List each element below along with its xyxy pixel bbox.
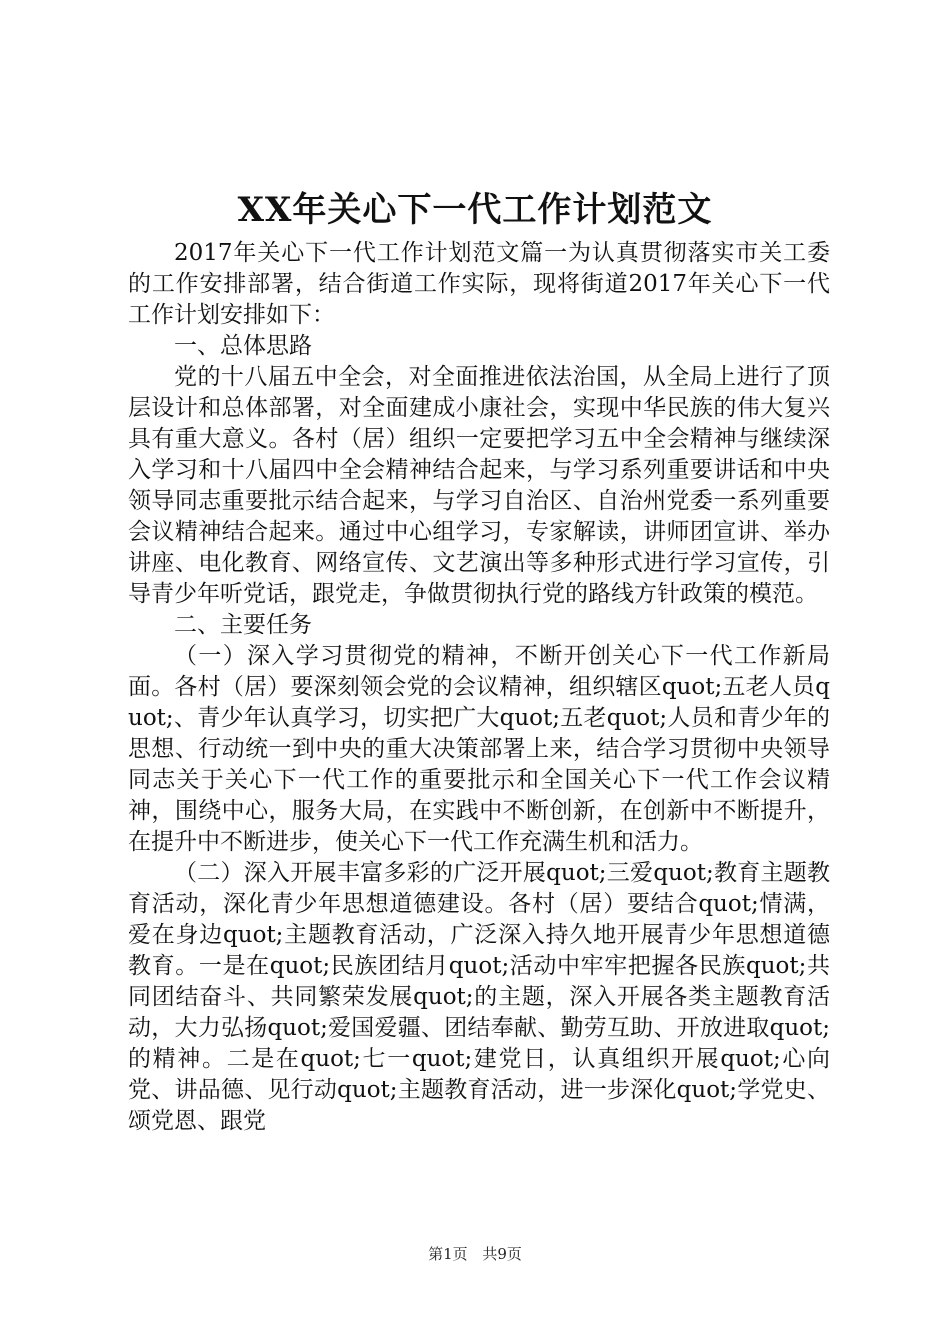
document-title: XX年关心下一代工作计划范文 [237,190,713,230]
paragraph-overall-approach: 党的十八届五中全会，对全面推进依法治国，从全局上进行了顶层设计和总体部署，对全面建成小康社会，实现中华民族的伟大复兴具有重大意义。各村（居）组织一定要把学习五中全会精神与继续深入学习和十八届四中全会精神结合起来，与学习系列重要讲话和中央领导同志重要批示结合起来，与学习自治区、自治州党委一系列重要会议精神结合起来。通过中心组学习，专家解读，讲师团宣讲、举办讲座、电化教育、网络宣传、文艺演出等多种形式进行学习宣传，引导青少年听党话，跟党走，争做贯彻执行党的路线方针政策的模范。 [128,364,830,607]
heading-overall-approach: 一、总体思路 [174,333,312,359]
page-total: 共9页 [482,1245,522,1263]
paragraph-task-two: （二）深入开展丰富多彩的广泛开展quot;三爱quot;教育主题教育活动，深化青少年思想道德建设。各村（居）要结合quot;情满，爱在身边quot;主题教育活动，广泛深入持久地开展青少年思想道德教育。一是在quot;民族团结月quot;活动中牢牢把握各民族quot;共同团结奋斗、共同繁荣发展quot;的主题，深入开展各类主题教育活动，大力弘扬quot;爱国爱疆、团结奉献、勤劳互助、开放进取quot;的精神。二是在quot;七一quot;建党日，认真组织开展quot;心向党、讲品德、见行动quot;主题教育活动，进一步深化quot;学党史、颂党恩、跟党 [128,860,830,1134]
document-body [128,238,830,1137]
paragraph-task-one: （一）深入学习贯彻党的精神，不断开创关心下一代工作新局面。各村（居）要深刻领会党的会议精神，组织辖区quot;五老人员quot;、青少年认真学习，切实把广大quot;五老quot;人员和青少年的思想、行动统一到中央的重大决策部署上来，结合学习贯彻中央领导同志关于关心下一代工作的重要批示和全国关心下一代工作会议精神，围绕中心，服务大局，在实践中不断创新，在创新中不断提升，在提升中不断进步，使关心下一代工作充满生机和活力。 [128,643,830,855]
heading-main-tasks: 二、主要任务 [174,612,312,638]
page-number: 第1页 [428,1245,468,1263]
page-footer [0,1243,950,1265]
paragraph-intro: 2017年关心下一代工作计划范文篇一为认真贯彻落实市关工委的工作安排部署，结合街道工作实际，现将街道2017年关心下一代工作计划安排如下： [128,240,830,328]
